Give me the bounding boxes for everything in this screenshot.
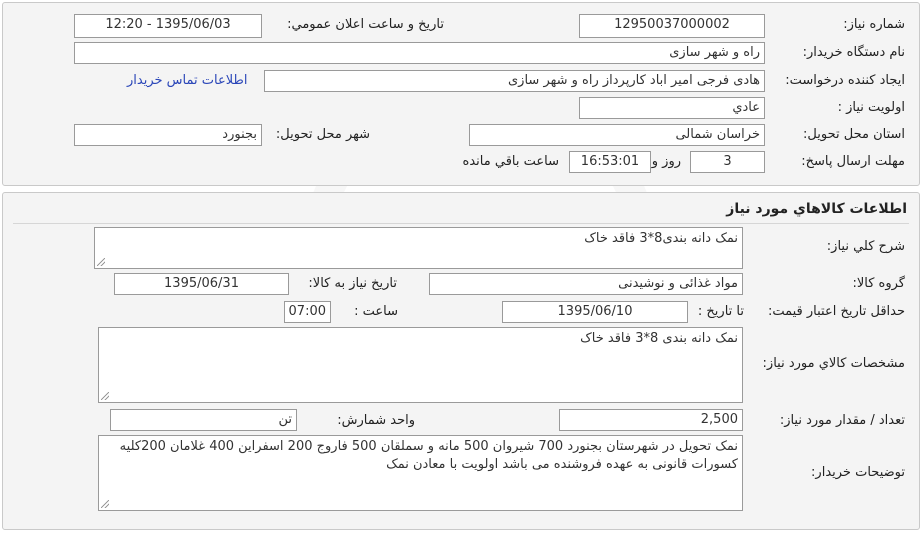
specs-text: نمک دانه بندی 8*3 فاقد خاک	[580, 331, 738, 346]
need-info-panel	[2, 2, 920, 186]
unit-field: تن	[110, 409, 297, 431]
quantity-field: 2,500	[559, 409, 743, 431]
resize-grip-icon[interactable]	[97, 258, 105, 266]
announce-datetime-field: 1395/06/03 - 12:20	[74, 14, 262, 38]
time-label: ساعت :	[354, 304, 398, 319]
buyer-org-field: راه و شهر سازی	[74, 42, 765, 64]
city-label: شهر محل تحويل:	[275, 127, 370, 142]
priority-label: اولويت نياز :	[837, 100, 905, 115]
announce-datetime-label: تاريخ و ساعت اعلان عمومي:	[287, 17, 444, 32]
unit-label: واحد شمارش:	[337, 413, 415, 428]
buyer-notes-text: نمک تحویل در شهرستان بجنورد 700 شیروان 500 مانه و سملقان 500 فاروج 200 اسفراین 400 غلامان 200کلیه کسورات قانونی به عهده فروشنده می باشد اولویت با معادن نمک	[119, 439, 738, 472]
specs-label: مشخصات کالاي مورد نياز:	[762, 356, 905, 371]
requester-field: هادی فرجی امیر اباد کارپرداز راه و شهر سازی	[264, 70, 765, 92]
time-left-field: 16:53:01	[569, 151, 651, 173]
requester-label: ايجاد کننده درخواست:	[785, 73, 905, 88]
need-date-field: 1395/06/31	[114, 273, 289, 295]
province-label: استان محل تحويل:	[803, 127, 905, 142]
general-desc-text: نمک دانه بندی8*3 فاقد خاک	[584, 231, 738, 246]
goods-section-title: اطلاعات کالاهاي مورد نياز	[726, 201, 907, 217]
days-field: 3	[690, 151, 765, 173]
need-number-label: شماره نياز:	[843, 17, 905, 32]
quantity-label: تعداد / مقدار مورد نياز:	[779, 413, 905, 428]
resize-grip-icon[interactable]	[101, 392, 109, 400]
until-date-field: 1395/06/10	[502, 301, 688, 323]
specs-field	[98, 327, 743, 403]
buyer-notes-label: توضيحات خريدار:	[811, 465, 905, 480]
min-validity-label: حداقل تاريخ اعتبار قيمت:	[767, 304, 905, 319]
goods-group-label: گروه کالا:	[852, 276, 905, 291]
section-divider	[13, 223, 909, 224]
general-desc-label: شرح کلي نياز:	[826, 239, 905, 254]
days-unit-label: روز و	[651, 154, 681, 169]
city-field: بجنورد	[74, 124, 262, 146]
time-left-suffix: ساعت باقي مانده	[462, 154, 559, 169]
goods-info-panel	[2, 192, 920, 530]
priority-field: عادي	[579, 97, 765, 119]
need-number-field: 12950037000002	[579, 14, 765, 38]
deadline-label: مهلت ارسال پاسخ:	[801, 154, 905, 169]
buyer-org-label: نام دستگاه خريدار:	[802, 45, 905, 60]
goods-group-field: مواد غذائی و نوشیدنی	[429, 273, 743, 295]
buyer-contact-link[interactable]: اطلاعات تماس خريدار	[127, 73, 248, 88]
until-date-label: تا تاريخ :	[697, 304, 744, 319]
time-field: 07:00	[284, 301, 331, 323]
need-date-label: تاريخ نياز به کالا:	[308, 276, 397, 291]
resize-grip-icon[interactable]	[101, 500, 109, 508]
buyer-notes-field	[98, 435, 743, 511]
province-field: خراسان شمالی	[469, 124, 765, 146]
general-desc-field	[94, 227, 743, 269]
